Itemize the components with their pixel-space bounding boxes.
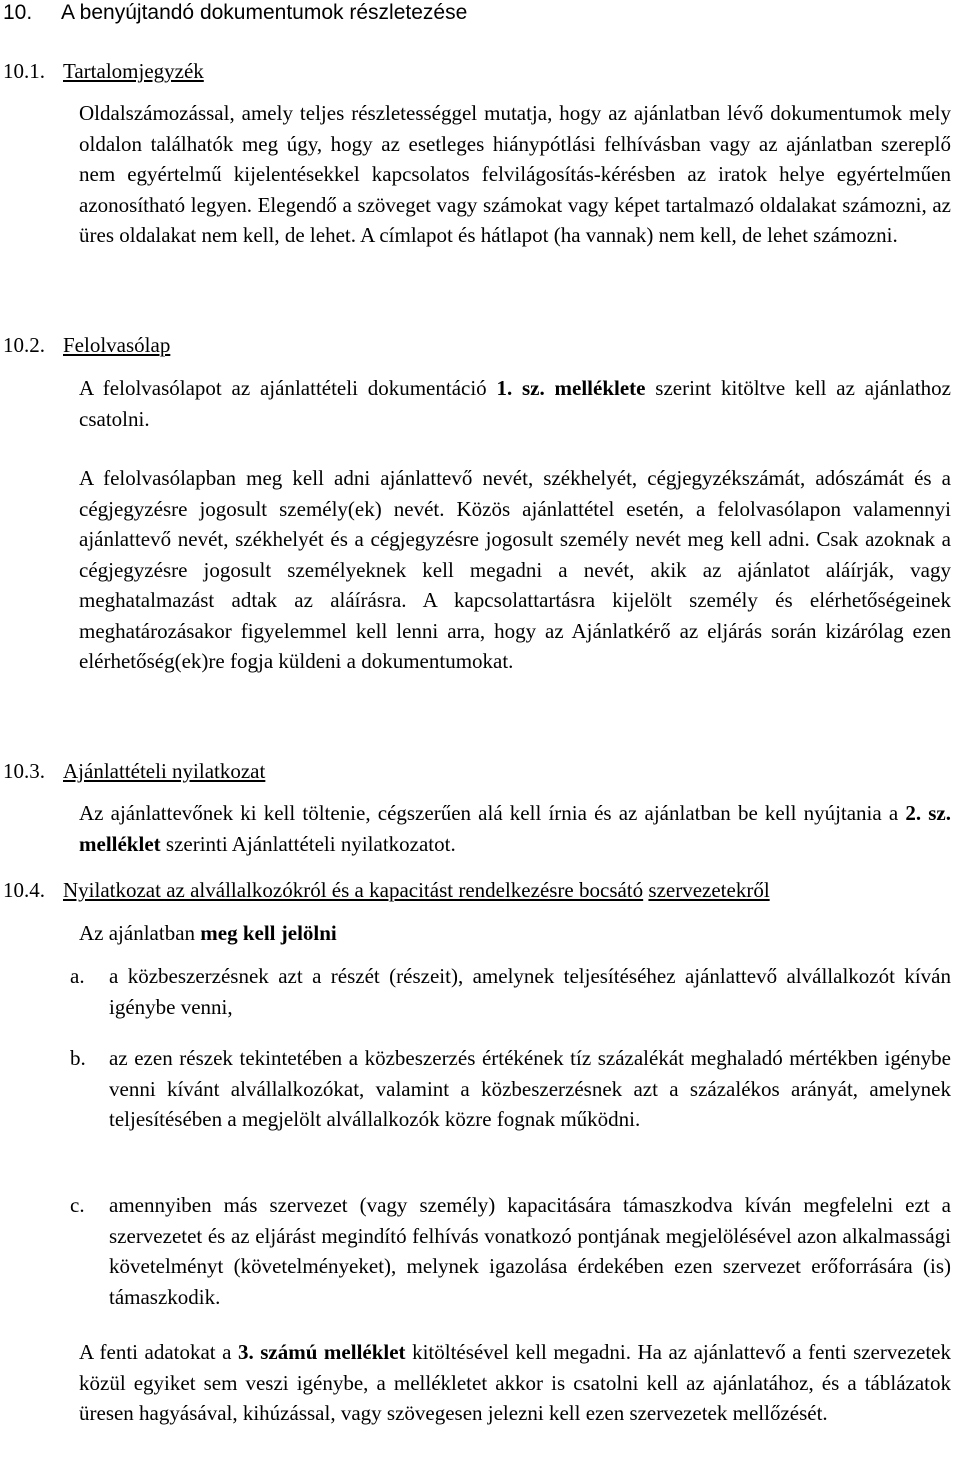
section-number: 10.2. bbox=[3, 333, 45, 357]
paragraph: Oldalszámozással, amely teljes részletességgel mutatja, hogy az ajánlatban lévő dokumentumok mely oldalon találhatók meg úgy, hogy az esetleges hiánypótlási felhívásban vagy az ajánlatban szereplő nem egyértelmű kijelentésekkel kapcsolatos felvilágosítás-kérésben az iratok helye egyértelműen azonosítható legyen. Elegendő a szöveget vagy számokat vagy képet tartalmazó oldalakat számozni, az üres oldalakat nem kell, de lehet. A címlapot és hátlapot (ha vannak) nem kell, de lehet számozni. bbox=[79, 101, 951, 247]
list-item-text: a közbeszerzésnek azt a részét (részeit), amelynek teljesítéséhez ajánlattevő alvállalkozót kíván igénybe venni, bbox=[109, 964, 951, 1019]
section-title: Nyilatkozat az alvállalkozókról és a kapacitást rendelkezésre bocsátó bbox=[63, 878, 644, 902]
bold-text: 3. számú melléklet bbox=[237, 1340, 406, 1364]
section-number: 10.4. bbox=[3, 878, 45, 902]
section-title: Ajánlattételi nyilatkozat bbox=[63, 759, 266, 783]
section-number: 10.3. bbox=[3, 759, 45, 783]
section-body-10-3 bbox=[79, 798, 951, 859]
text-run: A fenti adatokat a bbox=[79, 1340, 238, 1364]
list-marker: a. bbox=[70, 964, 85, 988]
chapter-heading bbox=[3, 0, 467, 28]
paragraph bbox=[79, 373, 951, 434]
paragraph: A felolvasólapban meg kell adni ajánlattevő nevét, székhelyét, cégjegyzékszámát, adószámát és a cégjegyzésre jogosult személy(ek) nevét. Közös ajánlattétel esetén, a felolvasólapon valamennyi ajánlattevő nevét, székhelyét és a cégjegyzésre jogosult személy nevét meg kell adni. Csak azoknak a cégjegyzésre jogosult személyeknek kell megadni a nevét, akik az ajánlatot aláírják, vagy meghatalmazást adtak az aláírásra. A kapcsolattartásra kijelölt személy és elérhetőségeinek meghatározásakor figyelemmel kell lenni arra, hogy az Ajánlatkérő az eljárás során kizárólag ezen elérhetőség(ek)re fogja küldeni a dokumentumokat. bbox=[79, 466, 951, 673]
section-title-cont: szervezetekről bbox=[648, 878, 770, 902]
section-closing-10-4 bbox=[79, 1337, 951, 1429]
section-heading-10-2 bbox=[3, 330, 170, 361]
section-body-10-1 bbox=[79, 98, 951, 251]
section-heading-10-1 bbox=[3, 56, 204, 87]
bold-text: 2. sz. melléklet bbox=[79, 801, 951, 856]
text-run: szerint kitöltve kell az ajánlathoz csatolni. bbox=[79, 376, 951, 431]
list-item-c bbox=[70, 1190, 951, 1312]
text-run: szerinti Ajánlattételi nyilatkozatot. bbox=[160, 831, 456, 856]
text-run: Az ajánlatban bbox=[79, 921, 201, 945]
list-item-b bbox=[70, 1043, 951, 1135]
paragraph bbox=[79, 798, 951, 859]
list-item-text: az ezen részek tekintetében a közbeszerzés értékének tíz százalékát meghaladó mértékben igénybe venni kívánt alvállalkozókat, valamint a közbeszerzésnek azt a százalékos arányát, amelynek teljesítésében a megjelölt alvállalkozók közre fognak működni. bbox=[109, 1046, 951, 1131]
chapter-number: 10. bbox=[3, 1, 33, 24]
list-marker: c. bbox=[70, 1193, 85, 1217]
paragraph bbox=[79, 1337, 951, 1429]
text-run: A felolvasólapot az ajánlattételi dokumentáció bbox=[79, 376, 497, 400]
section-intro-10-4 bbox=[79, 918, 951, 949]
section-number: 10.1. bbox=[3, 59, 45, 83]
section-heading-10-4 bbox=[3, 875, 770, 906]
paragraph bbox=[79, 918, 951, 949]
list-item-text: amennyiben más szervezet (vagy személy) kapacitására támaszkodva kíván megfelelni ezt a szervezetet és az eljárást megindító felhívás vonatkozó pontjának megjelölésével azon alkalmassági követelményt (követelményeket), melynek igazolása érdekében ezen szervezet erőforrására (is) támaszkodik. bbox=[109, 1193, 951, 1309]
chapter-title: A benyújtandó dokumentumok részletezése bbox=[61, 1, 468, 24]
text-run: Az ajánlattevőnek ki kell töltenie, cégszerűen alá kell írnia és az ajánlatban be kell nyújtania a bbox=[79, 801, 906, 825]
section-heading-10-3 bbox=[3, 756, 265, 787]
list-marker: b. bbox=[70, 1046, 86, 1070]
section-title: Felolvasólap bbox=[63, 333, 171, 357]
text-run: kitöltésével kell megadni. Ha az ajánlattevő a fenti szervezetek közül egyiket sem veszi igénybe, a mellékletet akkor is csatolni kell az ajánlatához, és a táblázatok üresen hagyásával, kihúzással, vagy szövegesen jelezni kell ezen szervezetek mellőzését. bbox=[79, 1340, 951, 1425]
section-title: Tartalomjegyzék bbox=[63, 59, 204, 83]
section-body-10-2-p2 bbox=[79, 463, 951, 677]
bold-text: 1. sz. melléklete bbox=[496, 376, 646, 400]
list-item-a bbox=[70, 961, 951, 1022]
bold-text: meg kell jelölni bbox=[200, 921, 337, 945]
section-body-10-2-p1 bbox=[79, 373, 951, 434]
